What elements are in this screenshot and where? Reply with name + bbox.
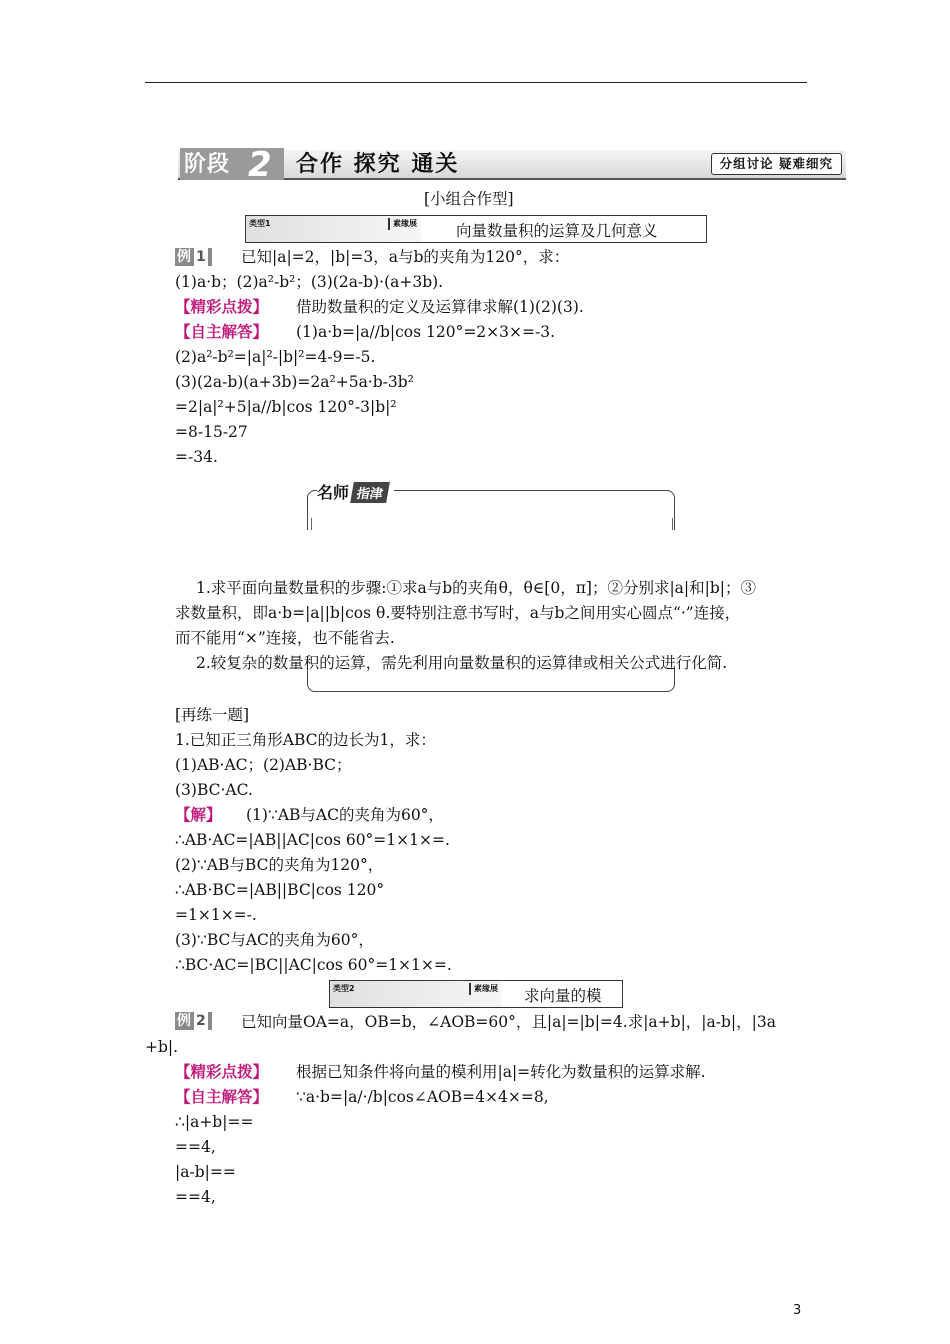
type1-tag bbox=[246, 216, 421, 242]
practice-solution: =1×1×=-. bbox=[175, 906, 257, 924]
practice-solution: (3)∵BC与AC的夹角为60°， bbox=[175, 931, 374, 949]
stage-number: 2 bbox=[248, 145, 272, 185]
solution-line: =2|a|²+5|a//b|cos 120°-3|b|² bbox=[175, 398, 397, 416]
solution-line: ==4, bbox=[175, 1138, 216, 1156]
example2-label: 例 2 bbox=[175, 1010, 212, 1030]
solution-line: (3)(2a-b)(a+3b)=2a²+5a·b-3b² bbox=[175, 373, 414, 391]
tips-heading: 名师 指津 bbox=[317, 480, 394, 504]
practice-solution: (1)∵AB与AC的夹角为60°， bbox=[246, 806, 444, 824]
type2-text: 求向量的模 bbox=[524, 987, 602, 1005]
solution-line: (2)a²-b²=|a|²-|b|²=4-9=-5. bbox=[175, 348, 376, 366]
type1-right: 素缘展 bbox=[393, 219, 417, 228]
solution-line: |a-b|== bbox=[175, 1163, 236, 1181]
hint-label: 【精彩点拨】 bbox=[175, 297, 269, 316]
solution-line: =-34. bbox=[175, 448, 218, 466]
hint-label: 【精彩点拨】 bbox=[175, 1062, 269, 1081]
header-rule bbox=[145, 82, 807, 83]
solution-line: ∵a·b=|a/·/b|cos∠AOB=4×4×=8, bbox=[296, 1088, 549, 1106]
practice-solution: ∴AB·AC=|AB||AC|cos 60°=1×1×=. bbox=[175, 831, 450, 849]
hint-text: 借助数量积的定义及运算律求解(1)(2)(3). bbox=[296, 298, 584, 316]
type2-box bbox=[329, 980, 623, 1008]
practice-question: (1)AB·AC；(2)AB·BC； bbox=[175, 756, 352, 774]
example1-label: 例 1 bbox=[175, 246, 212, 266]
stage-banner bbox=[178, 145, 846, 185]
example1-stem: 已知|a|=2，|b|=3，a与b的夹角为120°，求： bbox=[241, 248, 570, 266]
example2-stem: +b|. bbox=[145, 1038, 179, 1056]
solution-line: =8-15-27 bbox=[175, 423, 248, 441]
group-label: [小组合作型] bbox=[424, 190, 514, 208]
solution-line: (1)a·b=|a//b|cos 120°=2×3×=-3. bbox=[296, 323, 556, 341]
type2-left: 类型2 bbox=[333, 984, 355, 993]
practice-label: [再练一题] bbox=[175, 706, 250, 724]
type2-tag bbox=[330, 981, 502, 1007]
practice-question: (3)BC·AC. bbox=[175, 781, 253, 799]
hint-text: 根据已知条件将向量的模利用|a|=转化为数量积的运算求解. bbox=[296, 1063, 706, 1081]
tips-paragraph: 求数量积，即a·b=|a||b|cos θ.要特别注意书写时，a与b之间用实心圆点“·”连接， bbox=[175, 604, 741, 622]
practice-solution: ∴AB·BC=|AB||BC|cos 120° bbox=[175, 881, 385, 899]
type1-box bbox=[245, 215, 707, 243]
practice-solution: (2)∵AB与BC的夹角为120°， bbox=[175, 856, 384, 874]
practice-solution: ∴BC·AC=|BC||AC|cos 60°=1×1×=. bbox=[175, 956, 452, 974]
tips-paragraph: 而不能用“×”连接，也不能省去. bbox=[175, 629, 395, 647]
solution-line: ==4, bbox=[175, 1188, 216, 1206]
banner-title: 合作 探究 通关 bbox=[296, 151, 460, 177]
solution-line: ∴|a+b|== bbox=[175, 1113, 254, 1131]
solution-label: 【自主解答】 bbox=[175, 1087, 269, 1106]
page-number: 3 bbox=[793, 1303, 802, 1318]
example1-parts: (1)a·b；(2)a²-b²；(3)(2a-b)·(a+3b). bbox=[175, 273, 444, 291]
example2-stem: 已知向量OA=a，OB=b，∠AOB=60°，且|a|=|b|=4.求|a+b|，|a-b|，|3a bbox=[241, 1013, 776, 1031]
banner-tag: 分组讨论 疑难细究 bbox=[711, 153, 842, 175]
tips-paragraph: 2.较复杂的数量积的运算，需先利用向量数量积的运算律或相关公式进行化简. bbox=[196, 654, 728, 672]
solution-label: 【自主解答】 bbox=[175, 322, 269, 341]
type2-right: 素缘展 bbox=[474, 984, 498, 993]
practice-question: 1.已知正三角形ABC的边长为1，求： bbox=[175, 731, 436, 749]
tips-paragraph: 1.求平面向量数量积的步骤:①求a与b的夹角θ，θ∈[0，π]；②分别求|a|和|b|；③ bbox=[196, 579, 757, 597]
type1-left: 类型1 bbox=[249, 219, 271, 228]
stage-label: 阶段 bbox=[180, 148, 284, 180]
type1-text: 向量数量积的运算及几何意义 bbox=[456, 222, 658, 240]
practice-solution-label: 【解】 bbox=[175, 805, 222, 824]
